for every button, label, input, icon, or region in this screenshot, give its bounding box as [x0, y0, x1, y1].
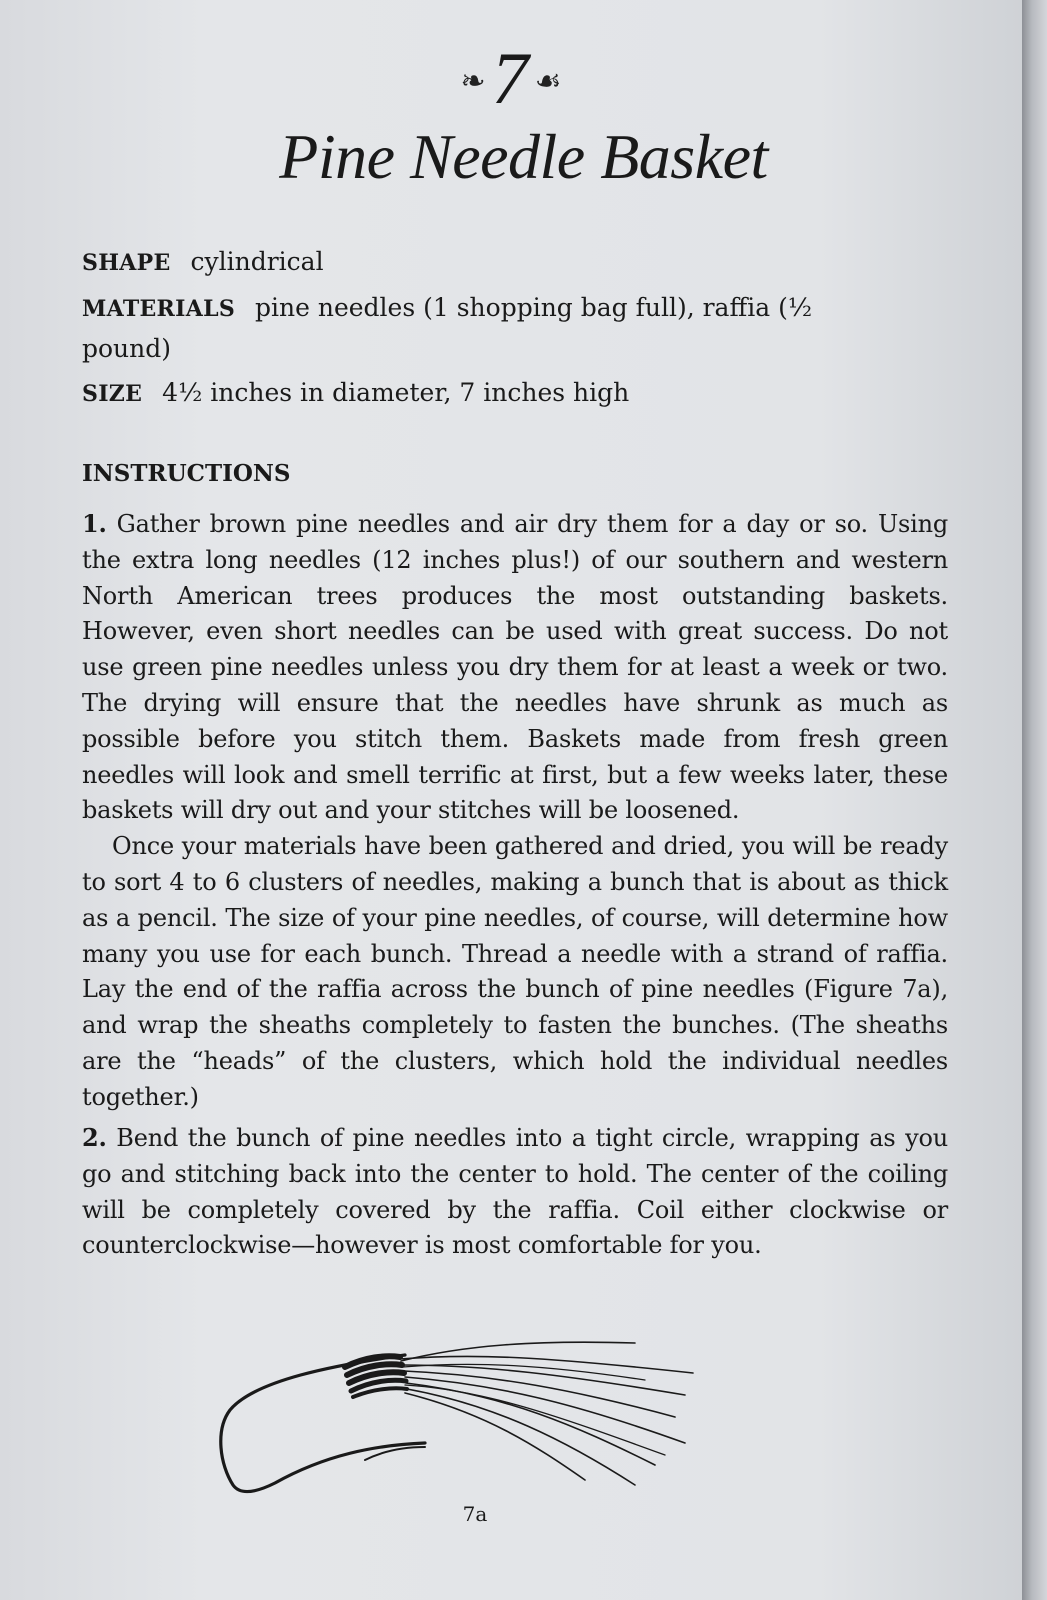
materials-value: pine needles (1 shopping bag full), raffia (½ pound) [82, 293, 813, 363]
step-2-number: 2. [82, 1123, 107, 1152]
step-1 [82, 506, 948, 1116]
size-label: SIZE [82, 381, 143, 407]
book-spine-edge [1022, 0, 1047, 1600]
instructions-heading: INSTRUCTIONS [82, 460, 291, 487]
step-2-text: Bend the bunch of pine needles into a tight circle, wrapping as you go and stitching back into the center to hold. The center of the coiling will be completely covered by the raffia. Coil either clockwise or counterclockwise—however is most comfortable for you. [82, 1124, 948, 1260]
chapter-heading [0, 38, 1022, 120]
shape-label: SHAPE [82, 250, 171, 276]
step-2 [82, 1120, 948, 1264]
step-1-continuation: Once your materials have been gathered and dried, you will be ready to sort 4 to 6 clusters of needles, making a bunch that is about as thick as a pencil. The size of your pine needles, of course, will determine how many you use for each bunch. Thread a needle with a strand of raffia. Lay the end of the raffia across the bunch of pine needles (Figure 7a), and wrap the sheaths completely to fasten the bunches. (The sheaths are the “heads” of the clusters, which hold the individual needles together.) [82, 832, 948, 1111]
chapter-number: 7 [491, 38, 529, 120]
materials-label: MATERIALS [82, 296, 236, 322]
page-title: Pine Needle Basket [279, 121, 768, 192]
pine-needle-bundle-illustration [215, 1335, 705, 1505]
left-ornament-icon: ❧ [460, 64, 486, 99]
figure-caption: 7a [462, 1502, 488, 1526]
step-1-text: Gather brown pine needles and air dry them for a day or so. Using the extra long needles (12 inches plus!) of our southern and western North American trees produces the most outstanding baskets. However, even short needles can be used with great success. Do not use green pine needles unless you dry them for at least a week or two. The drying will ensure that the needles have shrunk as much as possible before you stitch them. Baskets made from fresh green needles will look and smell terrific at first, but a few weeks later, these baskets will dry out and your stitches will be loosened. [82, 510, 948, 825]
right-ornament-icon: ☙ [534, 64, 562, 99]
size-spec [82, 373, 942, 414]
size-value: 4½ inches in diameter, 7 inches high [162, 378, 630, 407]
shape-spec [82, 242, 942, 283]
shape-value: cylindrical [190, 247, 324, 276]
materials-spec [82, 288, 822, 369]
step-1-number: 1. [82, 509, 107, 538]
